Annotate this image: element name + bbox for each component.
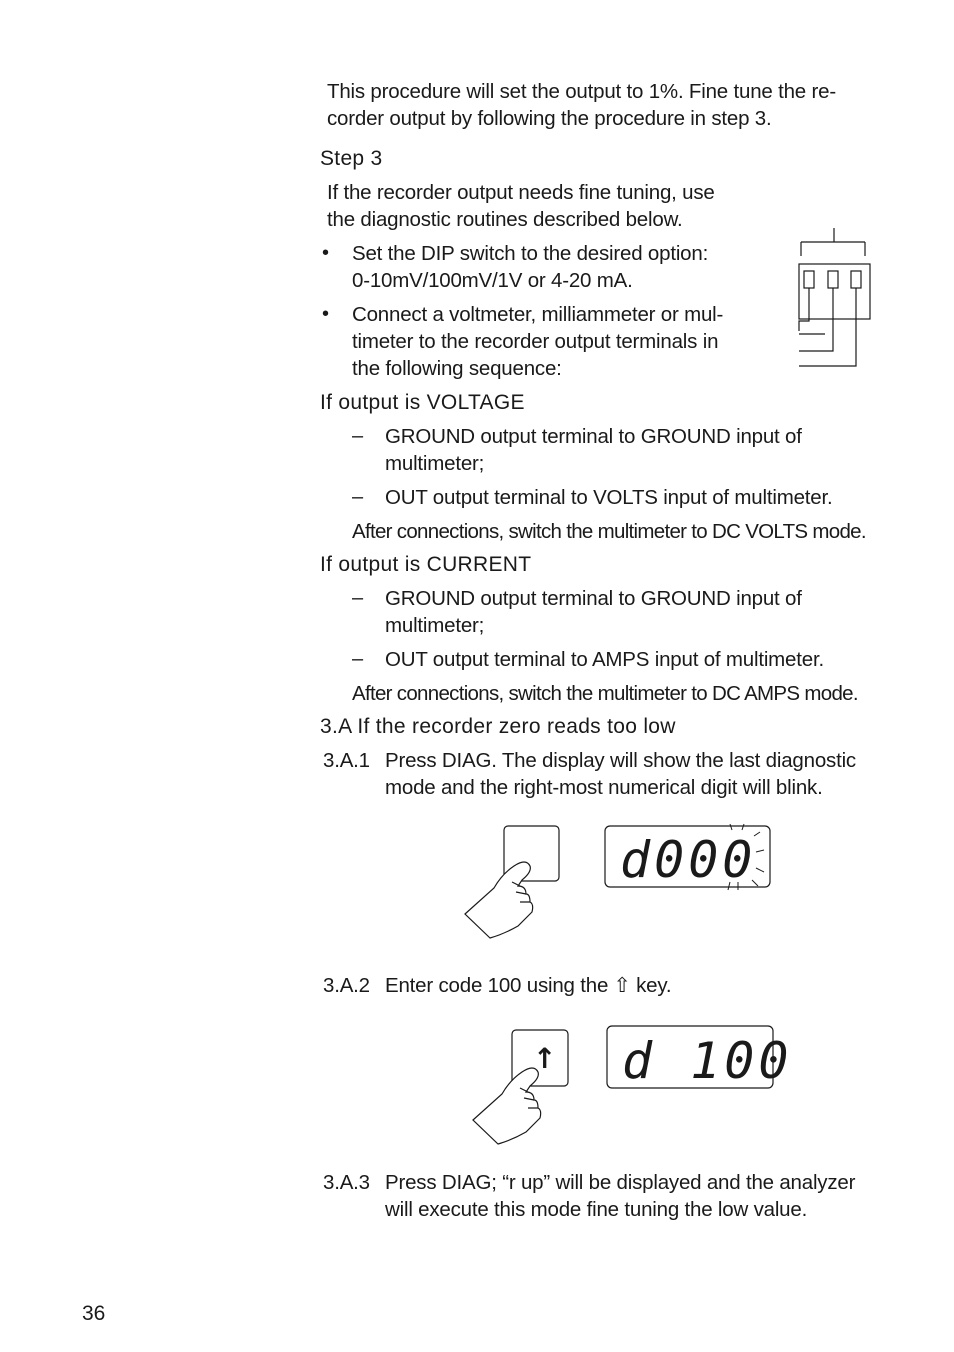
voltage-after-note: After connections, switch the multimeter to DC VOLTS mode. [352,520,866,543]
current-heading: If output is CURRENT [320,553,532,576]
up-arrow-icon: ↑ [533,1042,557,1075]
step-number: 3.A.3 [323,1171,370,1194]
step3-heading: Step 3 [320,147,383,170]
bullet-symbol: • [322,242,330,264]
bullet-2-line-3: the following sequence: [352,357,562,380]
intro-line-1: This procedure will set the output to 1%. Fine tune the re- [327,80,836,103]
dash-marker: – [352,648,364,670]
voltage-item-2: OUT output terminal to VOLTS input of multimeter. [385,486,833,509]
voltage-item-1-line-1: GROUND output terminal to GROUND input of [385,425,802,448]
step-number: 3.A.2 [323,974,370,997]
current-item-2: OUT output terminal to AMPS input of multimeter. [385,648,824,671]
intro-line-2: corder output by following the procedure in step 3. [327,107,772,130]
diag-key-press-figure [460,822,780,942]
voltage-item-1-line-2: multimeter; [385,452,485,475]
dash-marker: – [352,587,364,609]
step-number: 3.A.1 [323,749,370,772]
step3-para-line-2: the diagnostic routines described below. [327,208,683,231]
current-item-1-line-2: multimeter; [385,614,485,637]
step-3a1-line-2: mode and the right-most numerical digit will blink. [385,776,823,799]
display-readout-2: d 100 [622,1032,793,1090]
bullet-symbol: • [322,303,330,325]
page-number: 36 [82,1302,106,1325]
bullet-1-line-1: Set the DIP switch to the desired option: [352,242,709,265]
step-3a1-line-1: Press DIAG. The display will show the last diagnostic [385,749,856,772]
current-item-1-line-1: GROUND output terminal to GROUND input of [385,587,802,610]
dash-marker: – [352,425,364,447]
bullet-1-line-2: 0-10mV/100mV/1V or 4-20 mA. [352,269,633,292]
bullet-2-line-1: Connect a voltmeter, milliammeter or mul- [352,303,724,326]
display-readout-1: d000 [620,831,757,889]
step-3a3-line-2: will execute this mode fine tuning the low value. [385,1198,808,1221]
step-3a3-line-1: Press DIAG; “r up” will be displayed and the analyzer [385,1171,856,1194]
dip-switch-diagram [795,226,875,371]
step-3a2-line-1: Enter code 100 using the ⇧ key. [385,974,672,997]
dash-marker: – [352,486,364,508]
voltage-heading: If output is VOLTAGE [320,391,525,414]
step3-para-line-1: If the recorder output needs fine tuning, use [327,181,715,204]
bullet-2-line-2: timeter to the recorder output terminals in [352,330,719,353]
current-after-note: After connections, switch the multimeter to DC AMPS mode. [352,682,858,705]
section-3a-heading: 3.A If the recorder zero reads too low [320,715,676,738]
up-key-press-figure [468,1024,793,1149]
